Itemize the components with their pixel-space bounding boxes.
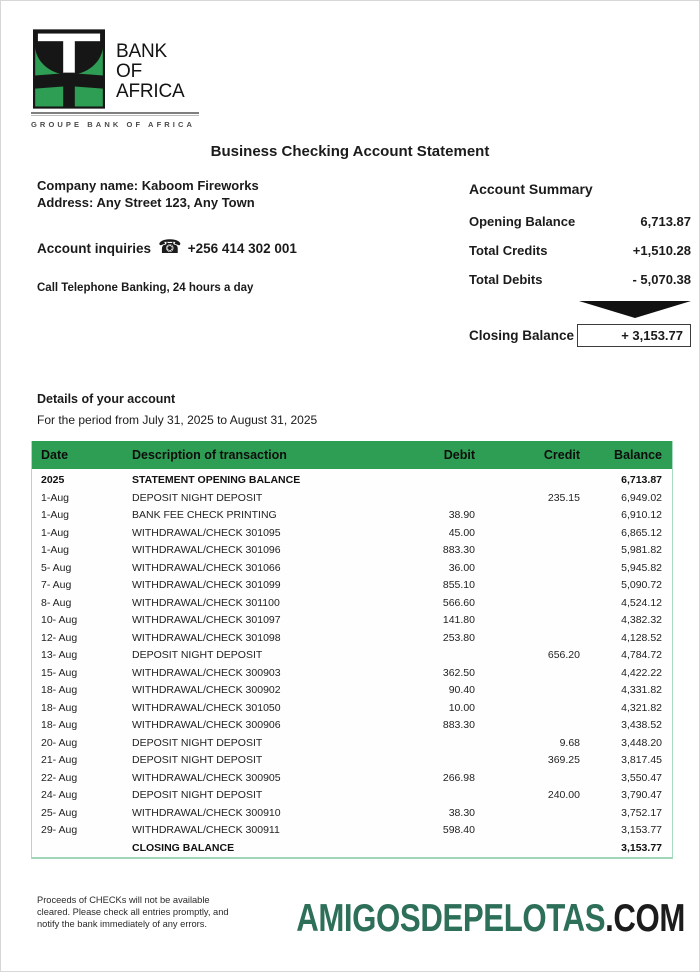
summary-row-opening-balance xyxy=(469,214,691,229)
cell-balance: 4,784.72 xyxy=(621,649,662,661)
cell-desc: WITHDRAWAL/CHECK 300906 xyxy=(132,719,281,731)
cell-desc: DEPOSIT NIGHT DEPOSIT xyxy=(132,754,263,766)
cell-balance: 5,981.82 xyxy=(621,544,662,556)
page-title: Business Checking Account Statement xyxy=(210,143,490,160)
cell-date: 10- Aug xyxy=(41,614,78,626)
table-row xyxy=(32,805,672,823)
company-address: Address: Any Street 123, Any Town xyxy=(37,195,255,210)
cell-debit xyxy=(397,787,475,805)
cell-balance: 3,153.77 xyxy=(621,824,662,836)
cell-date: 1-Aug xyxy=(41,491,70,504)
cell-debit xyxy=(397,752,475,770)
cell-desc: WITHDRAWAL/CHECK 300903 xyxy=(132,666,281,679)
table-row xyxy=(32,787,672,805)
cell-balance: 4,422.22 xyxy=(621,666,662,679)
cell-credit: 235.15 xyxy=(547,491,580,504)
transactions-table xyxy=(31,441,673,859)
cell-desc: DEPOSIT NIGHT DEPOSIT xyxy=(132,649,263,661)
summary-value: 6,713.87 xyxy=(640,214,691,229)
summary-label: Total Debits xyxy=(469,272,543,287)
cell-date: 20- Aug xyxy=(41,736,78,749)
bank-logo xyxy=(31,29,201,129)
cell-balance: 5,945.82 xyxy=(621,561,662,574)
cell-credit xyxy=(475,770,580,788)
statement-period: For the period from July 31, 2025 to August 31, 2025 xyxy=(37,413,318,427)
table-row xyxy=(32,647,672,665)
cell-credit xyxy=(475,840,580,858)
cell-desc: STATEMENT OPENING BALANCE xyxy=(132,474,301,486)
column-header-credit: Credit xyxy=(475,441,580,469)
table-header-row xyxy=(32,441,672,469)
cell-date: 8- Aug xyxy=(41,596,72,609)
account-summary xyxy=(469,181,691,347)
cell-desc: WITHDRAWAL/CHECK 301050 xyxy=(132,701,281,714)
cell-balance: 4,321.82 xyxy=(621,701,662,714)
account-summary-heading: Account Summary xyxy=(469,181,593,197)
table-row xyxy=(32,770,672,788)
cell-debit xyxy=(397,647,475,665)
cell-credit xyxy=(475,822,580,840)
closing-balance-label: Closing Balance xyxy=(469,328,575,343)
table-row xyxy=(32,469,672,490)
table-row xyxy=(32,507,672,525)
cell-date: 18- Aug xyxy=(41,719,78,731)
cell-date: 12- Aug xyxy=(41,631,78,644)
cell-debit: 883.30 xyxy=(442,719,475,731)
cell-balance: 3,438.52 xyxy=(621,719,662,731)
cell-credit xyxy=(475,717,580,735)
cell-desc: CLOSING BALANCE xyxy=(132,841,235,854)
cell-credit: 369.25 xyxy=(547,754,580,766)
cell-debit: 90.40 xyxy=(448,684,475,696)
footer-disclaimer xyxy=(37,894,252,930)
bank-name-line: AFRICA xyxy=(116,81,185,102)
cell-balance: 6,910.12 xyxy=(621,509,662,521)
cell-desc: WITHDRAWAL/CHECK 300905 xyxy=(132,771,281,784)
brand-name: AMIGOSDEPELOTAS xyxy=(296,897,606,940)
cell-credit xyxy=(475,665,580,683)
telephone-icon: ☎ xyxy=(158,237,182,258)
cell-balance: 5,090.72 xyxy=(621,579,662,591)
cell-desc: WITHDRAWAL/CHECK 300902 xyxy=(132,684,281,696)
cell-desc: WITHDRAWAL/CHECK 301099 xyxy=(132,579,281,591)
cell-debit: 141.80 xyxy=(442,614,475,626)
table-row xyxy=(32,612,672,630)
column-header-date: Date xyxy=(32,441,132,469)
cell-debit: 38.30 xyxy=(448,806,475,819)
cell-desc: WITHDRAWAL/CHECK 300911 xyxy=(132,824,280,836)
watermark-brand xyxy=(296,897,685,941)
arrow-down-icon xyxy=(579,301,691,318)
cell-desc: WITHDRAWAL/CHECK 301097 xyxy=(132,614,281,626)
details-heading: Details of your account xyxy=(37,392,176,406)
table-row xyxy=(32,700,672,718)
bank-name xyxy=(116,29,184,102)
cell-desc: WITHDRAWAL/CHECK 301098 xyxy=(132,631,281,644)
cell-debit xyxy=(397,469,475,490)
cell-credit xyxy=(475,577,580,595)
cell-credit xyxy=(475,542,580,560)
cell-debit xyxy=(397,840,475,858)
cell-date: 21- Aug xyxy=(41,754,78,766)
table-row xyxy=(32,542,672,560)
cell-balance: 3,817.45 xyxy=(621,754,662,766)
cell-balance: 3,448.20 xyxy=(621,736,662,749)
cell-debit: 45.00 xyxy=(448,526,475,539)
cell-desc: WITHDRAWAL/CHECK 301096 xyxy=(132,544,281,556)
cell-date: 25- Aug xyxy=(41,806,78,819)
column-header-balance: Balance xyxy=(580,441,672,469)
table-row xyxy=(32,717,672,735)
table-row xyxy=(32,665,672,683)
table-row xyxy=(32,630,672,648)
cell-credit xyxy=(475,805,580,823)
cell-desc: DEPOSIT NIGHT DEPOSIT xyxy=(132,789,263,801)
cell-desc: WITHDRAWAL/CHECK 301095 xyxy=(132,526,281,539)
cell-balance: 3,752.17 xyxy=(621,806,662,819)
cell-credit xyxy=(475,700,580,718)
summary-label: Opening Balance xyxy=(469,214,576,229)
cell-desc: WITHDRAWAL/CHECK 300910 xyxy=(132,806,281,819)
cell-debit xyxy=(397,735,475,753)
table-row xyxy=(32,682,672,700)
cell-credit: 9.68 xyxy=(559,736,580,749)
cell-debit: 10.00 xyxy=(448,701,475,714)
logo-divider xyxy=(31,112,199,116)
logo-tagline: GROUPE BANK OF AFRICA xyxy=(31,120,195,129)
table-row xyxy=(32,490,672,508)
closing-balance-row xyxy=(469,324,691,347)
cell-credit xyxy=(475,507,580,525)
cell-credit xyxy=(475,612,580,630)
cell-balance: 4,128.52 xyxy=(621,631,662,644)
column-header-description: Description of transaction xyxy=(132,441,397,469)
cell-debit: 566.60 xyxy=(442,596,475,609)
summary-label: Total Credits xyxy=(469,243,548,258)
cell-date: 5- Aug xyxy=(41,561,72,574)
cell-credit: 656.20 xyxy=(547,649,580,661)
summary-value: - 5,070.38 xyxy=(632,272,691,287)
cell-credit xyxy=(475,560,580,578)
cell-balance: 3,550.47 xyxy=(621,771,662,784)
disclaimer-line: Proceeds of CHECKs will not be available xyxy=(37,895,210,905)
table-row xyxy=(32,752,672,770)
cell-debit xyxy=(397,490,475,508)
table-row xyxy=(32,560,672,578)
cell-date: 1-Aug xyxy=(41,509,70,521)
cell-credit xyxy=(475,469,580,490)
cell-credit xyxy=(475,682,580,700)
cell-debit: 266.98 xyxy=(442,771,475,784)
cell-credit xyxy=(475,525,580,543)
closing-balance-value: + 3,153.77 xyxy=(577,324,691,347)
inquiries-phone-number: +256 414 302 001 xyxy=(187,240,297,256)
cell-date: 7- Aug xyxy=(41,579,72,591)
disclaimer-line: notify the bank immediately of any errors. xyxy=(37,919,208,929)
cell-date: 18- Aug xyxy=(41,701,78,714)
bank-name-line: BANK xyxy=(116,41,167,62)
cell-balance: 4,524.12 xyxy=(621,596,662,609)
cell-date: 15- Aug xyxy=(41,666,78,679)
cell-credit xyxy=(475,630,580,648)
cell-debit: 362.50 xyxy=(442,666,475,679)
cell-balance: 6,713.87 xyxy=(621,474,662,486)
company-name: Company name: Kaboom Fireworks xyxy=(37,178,259,193)
table-row xyxy=(32,735,672,753)
summary-row-total-credits xyxy=(469,243,691,258)
table-row xyxy=(32,525,672,543)
cell-debit: 38.90 xyxy=(448,509,475,521)
cell-date: 29- Aug xyxy=(41,824,78,836)
cell-desc: DEPOSIT NIGHT DEPOSIT xyxy=(132,736,263,749)
brand-suffix: .COM xyxy=(605,897,685,940)
cell-balance: 6,865.12 xyxy=(621,526,662,539)
cell-date: 18- Aug xyxy=(41,684,78,696)
summary-value: +1,510.28 xyxy=(632,243,691,258)
bank-name-line: OF xyxy=(116,61,142,82)
cell-date: 2025 xyxy=(41,474,65,486)
telephone-banking-note: Call Telephone Banking, 24 hours a day xyxy=(37,282,254,294)
cell-credit: 240.00 xyxy=(547,789,580,801)
cell-desc: WITHDRAWAL/CHECK 301066 xyxy=(132,561,281,574)
cell-date: 13- Aug xyxy=(41,649,78,661)
table-row xyxy=(32,840,672,858)
cell-date: 24- Aug xyxy=(41,789,78,801)
cell-balance: 4,331.82 xyxy=(621,684,662,696)
cell-credit xyxy=(475,595,580,613)
cell-balance: 3,790.47 xyxy=(621,789,662,801)
column-header-debit: Debit xyxy=(397,441,475,469)
cell-desc: WITHDRAWAL/CHECK 301100 xyxy=(132,596,280,609)
cell-debit: 598.40 xyxy=(442,824,475,836)
cell-balance: 3,153.77 xyxy=(621,841,662,854)
cell-balance: 4,382.32 xyxy=(621,614,662,626)
company-info xyxy=(37,177,259,211)
table-row xyxy=(32,822,672,840)
cell-desc: BANK FEE CHECK PRINTING xyxy=(132,509,277,521)
cell-debit: 36.00 xyxy=(448,561,475,574)
account-inquiries xyxy=(37,237,297,258)
cell-debit: 855.10 xyxy=(442,579,475,591)
cell-date xyxy=(32,840,132,858)
cell-balance: 6,949.02 xyxy=(621,491,662,504)
table-row xyxy=(32,595,672,613)
cell-date: 22- Aug xyxy=(41,771,78,784)
cell-debit: 253.80 xyxy=(442,631,475,644)
cell-desc: DEPOSIT NIGHT DEPOSIT xyxy=(132,491,263,504)
table-row xyxy=(32,577,672,595)
cell-debit: 883.30 xyxy=(442,544,475,556)
cell-date: 1-Aug xyxy=(41,526,70,539)
summary-row-total-debits xyxy=(469,272,691,287)
disclaimer-line: cleared. Please check all entries promptly, and xyxy=(37,907,229,917)
inquiries-label: Account inquiries xyxy=(37,240,152,256)
cell-date: 1-Aug xyxy=(41,544,70,556)
bank-of-africa-emblem-icon xyxy=(31,29,107,109)
